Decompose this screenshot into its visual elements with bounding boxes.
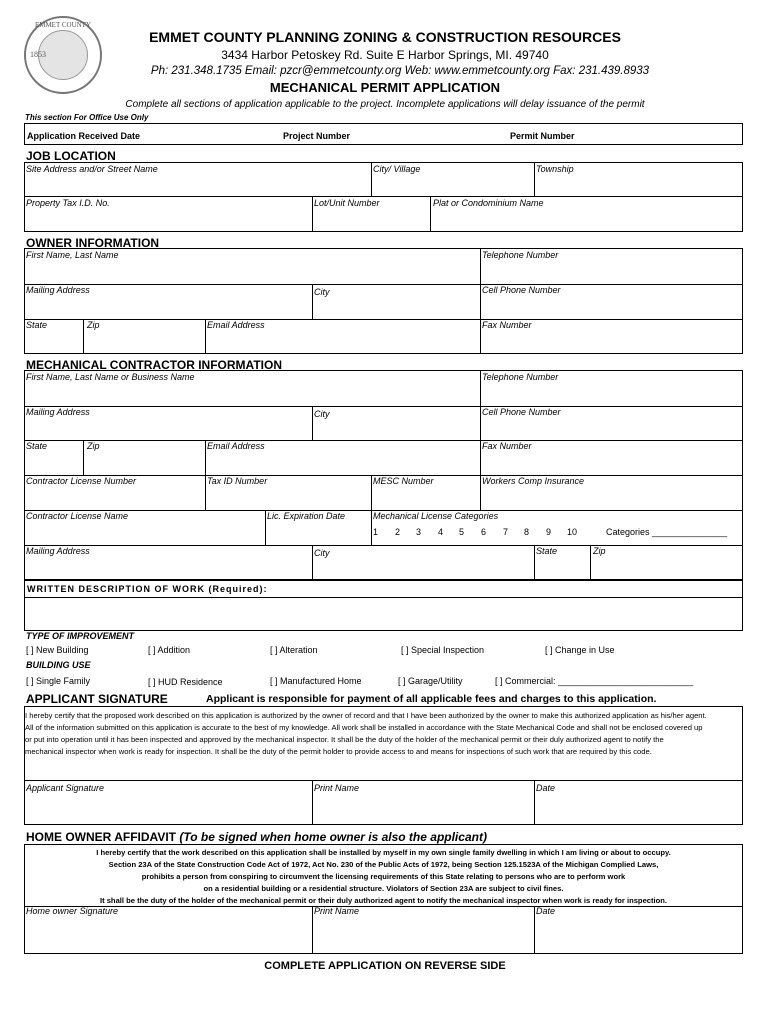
contractor-phone-field[interactable]: Telephone Number <box>482 372 559 382</box>
fees-note: Applicant is responsible for payment of all applicable fees and charges to this application. <box>206 693 657 705</box>
site-address-field[interactable]: Site Address and/or Street Name <box>26 164 158 174</box>
contractor-city-field[interactable]: City <box>314 409 330 419</box>
job-location-title: JOB LOCATION <box>26 149 116 163</box>
certification-text <box>25 710 707 758</box>
category-3[interactable]: 3 <box>416 527 422 537</box>
applicant-print-name-field[interactable]: Print Name <box>314 783 360 793</box>
owner-phone-field[interactable]: Telephone Number <box>482 250 559 260</box>
improvement-title: TYPE OF IMPROVEMENT <box>26 631 135 641</box>
homeowner-line: prohibits a person from conspiring to circumvent the licensing requirements of this State relating to persons who are to perform work <box>141 872 626 881</box>
contractor-license-name-field[interactable]: Contractor License Name <box>26 511 129 521</box>
contractor-state-field[interactable]: State <box>26 441 48 451</box>
homeowner-affidavit-title: HOME OWNER AFFIDAVIT <box>26 830 176 844</box>
homeowner-affidavit-note: (To be signed when home owner is also the applicant) <box>179 830 487 844</box>
permit-number-label: Permit Number <box>510 131 575 141</box>
contractor-info-box <box>24 370 743 580</box>
homeowner-date-field[interactable]: Date <box>536 906 556 916</box>
homeowner-signature-field[interactable]: Home owner Signature <box>26 906 119 916</box>
contractor-info-title: MECHANICAL CONTRACTOR INFORMATION <box>26 358 282 372</box>
garage-utility-checkbox[interactable]: [ ] Garage/Utility <box>398 676 463 686</box>
contractor-state2-field[interactable]: State <box>536 546 558 556</box>
contractor-license-number-field[interactable]: Contractor License Number <box>26 476 137 486</box>
form-instruction: Complete all sections of application applicable to the project. Incomplete applications will delay issuance of the permit <box>125 99 645 110</box>
homeowner-affidavit-heading <box>26 830 487 844</box>
license-expiration-field[interactable]: Lic. Expiration Date <box>267 511 346 521</box>
project-number-label: Project Number <box>283 131 351 141</box>
contractor-zip2-field[interactable]: Zip <box>593 546 606 556</box>
certify-line: I hereby certify that the proposed work described on this application is authorized by the owner of record and that I have been authorized by the owner to make this authorized application as his/her agent. <box>25 711 707 720</box>
seal-text: EMMET COUNTY <box>34 21 92 29</box>
homeowner-box <box>24 844 743 954</box>
workers-comp-field[interactable]: Workers Comp Insurance <box>482 476 585 486</box>
seal-year: 1853 <box>30 50 46 59</box>
owner-state-field[interactable]: State <box>26 320 48 330</box>
property-tax-id-field[interactable]: Property Tax I.D. No. <box>26 198 110 208</box>
mesc-number-field[interactable]: MESC Number <box>373 476 434 486</box>
owner-cell-field[interactable]: Cell Phone Number <box>482 285 561 295</box>
contractor-fax-field[interactable]: Fax Number <box>482 441 532 451</box>
category-8[interactable]: 8 <box>524 527 530 537</box>
form-title: MECHANICAL PERMIT APPLICATION <box>269 80 501 95</box>
homeowner-line: I hereby certify that the work described on this application shall be installed by myself in my own single family dwelling in which I am living or about to occupy. <box>96 848 671 857</box>
owner-email-field[interactable]: Email Address <box>207 320 265 330</box>
county-seal <box>24 16 102 94</box>
manufactured-home-checkbox[interactable]: [ ] Manufactured Home <box>270 676 362 686</box>
category-5[interactable]: 5 <box>459 527 465 537</box>
addition-checkbox[interactable]: [ ] Addition <box>148 645 191 655</box>
contractor-name-field[interactable]: First Name, Last Name or Business Name <box>26 372 195 382</box>
license-categories-row <box>373 527 741 539</box>
hud-residence-checkbox[interactable]: [ ] HUD Residence <box>148 677 223 687</box>
owner-name-field[interactable]: First Name, Last Name <box>26 250 119 260</box>
homeowner-line: Section 23A of the State Construction Code Act of 1972, Act No. 230 of the Public Acts of 1972, being Section 125.1523A of the Michigan Complied Laws, <box>108 860 659 869</box>
contractor-cell-field[interactable]: Cell Phone Number <box>482 407 561 417</box>
contractor-zip-field[interactable]: Zip <box>87 441 100 451</box>
certify-line: All of the information submitted on this application is accurate to the best of my knowledge. All work shall be installed in accordance with the State Mechanical Code and shall not be enclosed covered up <box>25 723 703 732</box>
plat-condo-field[interactable]: Plat or Condominium Name <box>433 198 544 208</box>
work-description-box[interactable] <box>24 580 743 631</box>
single-family-checkbox[interactable]: [ ] Single Family <box>26 676 91 686</box>
category-10[interactable]: 10 <box>567 527 578 537</box>
contractor-mailing2-field[interactable]: Mailing Address <box>26 546 90 556</box>
homeowner-print-name-field[interactable]: Print Name <box>314 906 360 916</box>
office-use-title: This section For Office Use Only <box>25 113 149 122</box>
certify-line: mechanical inspector when work is ready for inspection. It shall be the duty of the permit holder to provide access to and means for inspections of such work that are required by this code. <box>25 747 652 756</box>
owner-city-field[interactable]: City <box>314 287 330 297</box>
alteration-checkbox[interactable]: [ ] Alteration <box>270 645 318 655</box>
category-9[interactable]: 9 <box>546 527 552 537</box>
special-inspection-checkbox[interactable]: [ ] Special Inspection <box>401 645 485 655</box>
contractor-mailing-field[interactable]: Mailing Address <box>26 407 90 417</box>
certify-line: or put into operation until it has been inspected and approved by the mechanical inspector. It shall be the duty of the holder of the mechanical permit or their duly authorized agent to notify the <box>25 735 664 744</box>
office-use-box <box>24 123 743 145</box>
commercial-checkbox[interactable]: [ ] Commercial: ___________________________ <box>495 676 694 686</box>
contractor-city2-field[interactable]: City <box>314 548 330 558</box>
applicant-signature-title: APPLICANT SIGNATURE <box>26 692 168 706</box>
township-field[interactable]: Township <box>536 164 574 174</box>
applicant-box <box>24 706 743 825</box>
org-address: 3434 Harbor Petoskey Rd. Suite E Harbor Springs, MI. 49740 <box>221 48 549 62</box>
improvement-section <box>24 631 743 690</box>
new-building-checkbox[interactable]: [ ] New Building <box>26 645 89 655</box>
building-use-title: BUILDING USE <box>26 660 91 670</box>
change-in-use-checkbox[interactable]: [ ] Change in Use <box>545 645 615 655</box>
contractor-tax-id-field[interactable]: Tax ID Number <box>207 476 268 486</box>
contractor-email-field[interactable]: Email Address <box>207 441 265 451</box>
owner-info-title: OWNER INFORMATION <box>26 236 160 250</box>
owner-mailing-field[interactable]: Mailing Address <box>26 285 90 295</box>
categories-other-field[interactable]: Categories _______________ <box>606 527 728 537</box>
license-categories-label: Mechanical License Categories <box>373 511 499 521</box>
org-name: EMMET COUNTY PLANNING ZONING & CONSTRUCTION RESOURCES <box>149 29 621 45</box>
org-contact: Ph: 231.348.1735 Email: pzcr@emmetcounty.org Web: www.emmetcounty.org Fax: 231.439.8933 <box>150 65 650 77</box>
applicant-date-field[interactable]: Date <box>536 783 556 793</box>
category-6[interactable]: 6 <box>481 527 487 537</box>
owner-zip-field[interactable]: Zip <box>87 320 100 330</box>
homeowner-line: on a residential building or a residential structure. Violators of Section 23A are subject to civil fines. <box>203 884 564 893</box>
category-4[interactable]: 4 <box>438 527 444 537</box>
lot-unit-field[interactable]: Lot/Unit Number <box>314 198 380 208</box>
homeowner-text <box>25 847 742 907</box>
owner-info-box <box>24 248 743 354</box>
job-location-box <box>24 162 743 232</box>
reverse-side-note: COMPLETE APPLICATION ON REVERSE SIDE <box>264 960 506 972</box>
homeowner-line: It shall be the duty of the holder of the mechanical permit or their duly authorized agent to notify the mechanical inspector when work is ready for inspection. <box>99 896 668 905</box>
category-1[interactable]: 1 <box>373 527 379 537</box>
applicant-signature-field[interactable]: Applicant Signature <box>26 783 105 793</box>
category-2[interactable]: 2 <box>395 527 401 537</box>
category-7[interactable]: 7 <box>503 527 509 537</box>
work-description-title: WRITTEN DESCRIPTION OF WORK (Required): <box>27 584 268 594</box>
owner-fax-field[interactable]: Fax Number <box>482 320 532 330</box>
received-date-label: Application Received Date <box>27 131 141 141</box>
city-village-field[interactable]: City/ Village <box>373 164 421 174</box>
